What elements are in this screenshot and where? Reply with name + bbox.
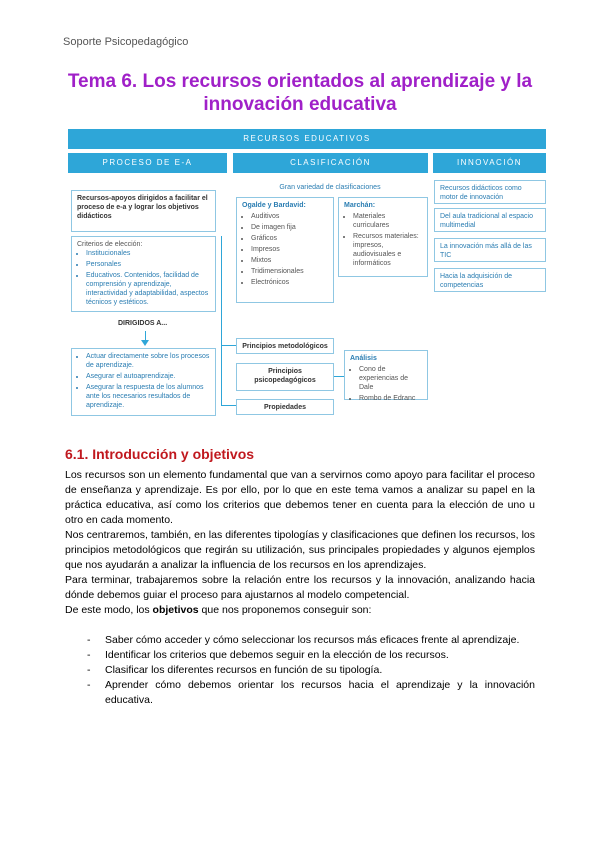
text: De este modo, los [65,604,153,616]
ogalde-list [242,212,328,287]
criterios-box [71,236,216,312]
section-heading: 6.1. Introducción y objetivos [65,446,255,462]
dash-bullet: - [87,664,91,676]
dash-bullet: - [87,649,91,661]
dirigido-item: • Actuar directamente sobre los procesos de aprendizaje. [86,352,210,370]
analisis-box [344,350,428,400]
objectives-keyword: objetivos [152,604,199,616]
propiedades-label: Propiedades [263,404,306,411]
ogalde-title: Ogalde y Bardavid: [242,202,306,209]
proceso-definition-box [71,190,216,232]
marchan-title: Marchán: [344,202,376,209]
page-title [60,70,540,116]
objectives-list [65,633,535,708]
objective-text: Clasificar los diferentes recursos en función de su tipología. [105,664,383,676]
principios-psico-label: Principios psicopedagógicos [254,368,316,384]
innovacion-box: Recursos didácticos como motor de innovación [434,180,546,204]
dirigidos-label: DIRIGIDOS A... [118,320,168,327]
list-item [65,633,535,648]
title-line-1: Tema 6. Los recursos orientados al aprendizaje y la [67,71,533,92]
connector-line [334,376,344,377]
innovacion-box: Hacia la adquisición de competencias [434,268,546,292]
ogalde-item: • Electrónicos [251,278,328,287]
connector-line [221,236,222,406]
criterios-title: Criterios de elección: [77,241,143,248]
ogalde-item: • Gráficos [251,234,328,243]
criterio-item: • Educativos. Contenidos, facilidad de comprensión y aprendizaje, interactividad y adaptabilidad, aspectos técnicos y estéticos. [86,271,210,307]
dash-bullet: - [87,679,91,691]
top-band: RECURSOS EDUCATIVOS [68,129,546,149]
list-item [65,678,535,708]
ogalde-item: • Impresos [251,245,328,254]
dirigidos-box [71,348,216,416]
ogalde-box [236,197,334,303]
clasificacion-label: Gran variedad de clasificaciones [279,184,381,191]
list-item [65,648,535,663]
col-header-innovacion: INNOVACIÓN [433,153,546,173]
ogalde-item: • Mixtos [251,256,328,265]
innovacion-box: Del aula tradicional al espacio multimedial [434,208,546,232]
title-line-2: innovación educativa [203,94,397,115]
marchan-item: • Materiales curriculares [353,212,422,230]
proceso-definition-text: Recursos-apoyos dirigidos a facilitar el proceso de e-a y lograr los objetivos didácticos [77,195,208,220]
analisis-title: Análisis [350,355,377,362]
connector-line [221,405,236,406]
innovacion-box: La innovación más allá de las TIC [434,238,546,262]
paragraph: Nos centraremos, también, en las diferentes tipologías y clasificaciones que definen los recursos, los principios metodológicos que regirán su utilización, sus principales propiedades y algunos ejemplos que nos ayudarán a analizar la influencia de los recursos en los aprendizajes. [65,529,535,571]
dirigido-item: • Asegurar la respuesta de los alumnos ante los necesarios resultados de aprendizaje. [86,383,210,410]
paragraph-objectives-intro [65,603,535,618]
body-paragraphs [65,468,535,618]
running-header: Soporte Psicopedagógico [63,36,189,48]
dirigido-item: • Asegurar el autoaprendizaje. [86,372,210,381]
paragraph: Los recursos son un elemento fundamental que van a servirnos como apoyo para facilitar el proceso de enseñanza y aprendizaje. Es por ello, por lo que en este tema vamos a analizar su papel en la práctica educativa, así como los criterios que debemos tener en cuenta para la elección de uno u otro en cada momento. [65,469,535,526]
dash-bullet: - [87,634,91,646]
criterio-item: • Institucionales [86,249,210,258]
objective-text: Saber cómo acceder y cómo seleccionar los recursos más eficaces frente al aprendizaje. [105,634,520,646]
objective-text: Identificar los criterios que debemos seguir en la elección de los recursos. [105,649,449,661]
objective-text: Aprender cómo debemos orientar los recursos hacia el aprendizaje y la innovación educativa. [105,679,535,706]
col-header-clasificacion: CLASIFICACIÓN [233,153,428,173]
marchan-box [338,197,428,277]
list-item [65,663,535,678]
analisis-item: • Rombo de Edranc [359,394,422,403]
criterio-item: • Personales [86,260,210,269]
arrow-down-icon [141,340,149,346]
paragraph: Para terminar, trabajaremos sobre la relación entre los recursos y la innovación, analizando hacia dónde debemos guiar el proceso para ajustarnos al modelo competencial. [65,574,535,601]
propiedades-box [236,399,334,415]
analisis-list [350,365,422,403]
dirigidos-list [77,352,210,410]
ogalde-item: • Tridimensionales [251,267,328,276]
principios-metodologicos-label: Principios metodológicos [242,343,328,350]
ogalde-item: • Auditivos [251,212,328,221]
criterios-list [77,249,210,307]
ogalde-item: • De imagen fija [251,223,328,232]
connector-line [221,345,236,346]
principios-metodologicos-box [236,338,334,354]
principios-psico-box [236,363,334,391]
text: que nos proponemos conseguir son: [198,604,372,616]
marchan-item: • Recursos materiales: impresos, audiovisuales e informáticos [353,232,422,268]
marchan-list [344,212,422,268]
analisis-item: • Cono de experiencias de Dale [359,365,422,392]
col-header-proceso: PROCESO DE E-A [68,153,227,173]
